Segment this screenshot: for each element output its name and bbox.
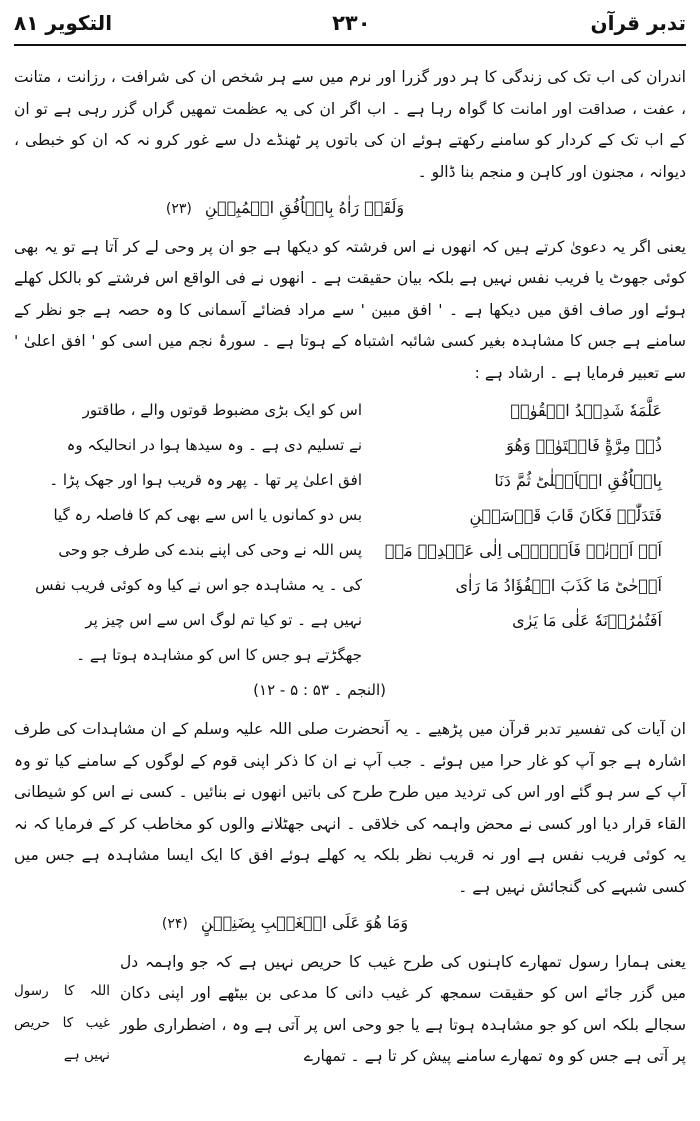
- verse-translation: کی ۔ یہ مشاہدہ جو اس نے کیا وہ کوئی فریب نفس: [35, 576, 362, 594]
- verse-row: [14, 603, 686, 638]
- verse-row: [14, 638, 686, 673]
- page-number: ۲۳۰: [332, 11, 371, 35]
- verse-translation: بس دو کمانوں یا اس سے بھی کم کا فاصلہ رہ گیا: [53, 506, 362, 524]
- header-rule: [14, 44, 686, 46]
- verse-arabic: اَوۡ اَدۡنٰىۚ فَاَوۡحٰۤى اِلٰى عَبۡدِهٖ مَاۤ: [384, 541, 662, 560]
- book-title: تدبر قرآن: [590, 11, 686, 35]
- ayah-24: [14, 907, 686, 941]
- verse-arabic: [362, 638, 686, 673]
- ayah-24-text: وَمَا هُوَ عَلَى الۡغَيۡبِ بِضَنِيۡنٍ: [200, 913, 409, 932]
- verse-row: [14, 463, 686, 498]
- page-header: [14, 8, 686, 38]
- verse-arabic: اَوۡحٰىؕ مَا كَذَبَ الۡفُؤَادُ مَا رَاٰى: [455, 576, 662, 595]
- najm-reference: (النجم ۔ ۵۳ : ۵ - ۱۲): [253, 681, 386, 699]
- verse-arabic: عَلَّمَهٗ شَدِيۡدُ الۡقُوٰىۙ: [510, 401, 662, 420]
- verse-translation: پس اللہ نے وحی کی اپنے بندے کی طرف جو وحی: [58, 541, 362, 559]
- najm-verses: [14, 393, 686, 708]
- verse-row: [14, 568, 686, 603]
- paragraph-3: ان آیات کی تفسیر تدبر قرآن میں پڑھیے ۔ یہ آنحضرت صلی اللہ علیہ وسلم کے ان مشاہدات کی طرف اشارہ ہے جو آپ کو غار حرا میں ہوئے ۔ جب آپ نے ان کا ذکر اپنی قوم کے لوگوں کے سامنے کیا تو وہ آپ کے سر ہو گئے اور اس کی تردید میں طرح طرح کی باتیں انھوں نے بنائیں ۔ کسی نے اس کو شیطانی القاء قرار دیا اور کسی نے محض واہمہ کی خلاقی ۔ انہی جھٹلانے والوں کو مخاطب کر کے فرمایا کہ نہ یہ کوئی فریب نفس ہے اور نہ قریب نظر بلکہ یہ کھلے ہوئے افق کا ایک ایسا مشاہدہ ہے جس میں کسی شبہے کی گنجائش نہیں ہے ۔: [14, 720, 686, 896]
- verse-arabic: اَفَتُمٰرُوۡنَهٗ عَلٰى مَا يَرٰى: [512, 611, 662, 630]
- surah-title: التکویر ۸۱: [14, 11, 113, 35]
- verse-arabic: فَتَدَلّٰىۙ فَكَانَ قَابَ قَوۡسَيۡنِ: [469, 506, 662, 525]
- ayah-23: [14, 192, 686, 226]
- verse-row: [14, 533, 686, 568]
- verse-row: [14, 498, 686, 533]
- verse-translation: افق اعلیٰ پر تھا ۔ پھر وہ قریب ہوا اور جھک پڑا ۔: [49, 471, 362, 489]
- ayah-24-number: (۲۴): [161, 916, 188, 932]
- paragraph-2: یعنی اگر یہ دعویٰ کرتے ہیں کہ انھوں نے اس فرشتہ کو دیکھا ہے جو ان پر وحی لے کر آتا ہے تو یہ بھی کوئی جھوٹ یا فریب نفس نہیں ہے بلکہ بیان حقیقت ہے ۔ انھوں نے فی الواقع اس فرشتے کو بالکل کھلے ہوئے اور صاف افق میں دیکھا ہے ۔ ' افق مبین ' سے مراد فضائے آسمانی کا وہ حصہ ہے جو نظر کے سامنے ہے جس کا مشاہدہ بغیر کسی شائبہ اشتباہ کے ہوتا ہے ۔ سورۂ نجم میں اسی کو ' افق اعلیٰ ' سے تعبیر فرمایا ہے ۔ ارشاد ہے :: [14, 237, 686, 382]
- verse-arabic: ذُوۡ مِرَّةٍؕ فَاسۡتَوٰىۙ وَهُوَ: [506, 436, 662, 455]
- verse-arabic: بِالۡاُفُقِ الۡاَعۡلٰىؕ ثُمَّ دَنَا: [494, 471, 662, 490]
- verse-row: [14, 428, 686, 463]
- paragraph-4: یعنی ہمارا رسول تمھارے کاہنوں کی طرح غیب کا حریص نہیں ہے کہ جو واہمہ دل میں گزر جائے اس کو حقیقت سمجھ کر غیب دانی کا مدعی بن بیٹھے اور اپنی دکان سجالے بلکہ اس کو جو مشاہدہ ہوتا ہے یا جو وحی اس پر آتی ہے وہ ، اضطراری طور پر آتی ہے جس کو وہ تمھارے سامنے پیش کر تا ہے ۔ تمھارے: [120, 952, 686, 1065]
- paragraph-1: اندران کی اب تک کی زندگی کا ہر دور گزرا اور نرم میں سے ہر شخص ان کی شرافت ، رزانت ، متانت ، عفت ، صداقت اور امانت کا گواہ رہا ہے ۔ اب اگر ان کی یہ عظمت تمھیں گراں گزر رہی ہے تو ان کے اب تک کے کردار کو سامنے رکھتے ہوئے ان کی باتوں پر ٹھنڈے دل سے غور کرو نہ کہ ان کو خبطی ، دیوانہ ، مجنون اور کاہن و منجم بنا ڈالو ۔: [14, 68, 686, 181]
- page-body: [14, 62, 686, 1073]
- verse-row: [14, 393, 686, 428]
- ayah-23-number: (۲۳): [165, 201, 192, 217]
- verse-translation: جھگڑتے ہو جس کا اس کو مشاہدہ ہوتا ہے ۔: [76, 646, 362, 664]
- last-section: [14, 947, 686, 1073]
- verse-translation: نہیں ہے ۔ تو کیا تم لوگ اس سے اس چیز پر: [85, 611, 362, 629]
- ayah-23-text: وَلَقَدۡ رَاٰهُ بِالۡاُفُقِ الۡمُبِيۡنِ: [204, 198, 405, 217]
- margin-note: اللہ کا رسول غیب کا حریص نہیں ہے: [14, 982, 110, 1063]
- verse-translation: نے تسلیم دی ہے ۔ وہ سیدھا ہوا در انحالیکہ وہ: [66, 436, 362, 454]
- verse-translation: اس کو ایک بڑی مضبوط قوتوں والے ، طاقتور: [82, 401, 362, 419]
